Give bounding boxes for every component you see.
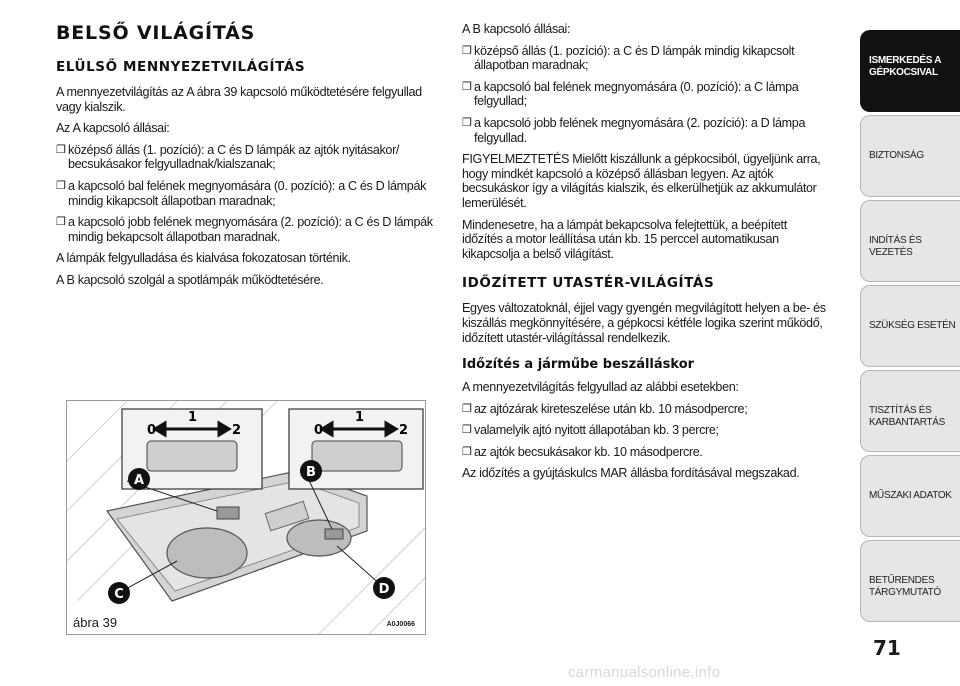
svg-text:C: C <box>114 587 124 602</box>
paragraph: A mennyezetvilágítás az A ábra 39 kapcsoló működtetésére felgyullad vagy kialszik. <box>56 85 422 114</box>
checkbox-bullet-icon: ❒ <box>56 179 66 192</box>
pos2-label-a: 2 <box>232 423 242 438</box>
section-heading: IDŐZÍTETT UTASTÉR-VILÁGÍTÁS <box>462 275 715 292</box>
list-item: ❒ valamelyik ajtó nyitott állapotában kb. 3 percre; <box>462 423 719 438</box>
list-item: ❒ a kapcsoló bal felének megnyomására (0. pozíció): a C lámpa felgyullad; <box>462 79 799 109</box>
svg-text:D: D <box>378 582 390 597</box>
pos0-label-b: 0 <box>314 423 324 438</box>
pos2-label-b: 2 <box>399 423 409 438</box>
paragraph: A B kapcsoló állásai: <box>462 22 571 36</box>
list-item: ❒ középső állás (1. pozíció): a C és D lámpák az ajtók nyitásakor/ becsukásakor felgyulladnak/kialszanak; <box>56 142 400 172</box>
tab-szukseg-eseten[interactable]: SZÜKSÉG ESETÉN <box>860 285 960 367</box>
checkbox-bullet-icon: ❒ <box>462 116 472 129</box>
svg-text:A: A <box>133 473 145 488</box>
paragraph: Mindenesetre, ha a lámpát bekapcsolva felejtettük, a beépített időzítés a motor leállítása után kb. 15 perccel automatikusan kikapcsolja a belső világítást. <box>462 217 787 261</box>
paragraph: Az időzítés a gyújtáskulcs MAR állásba fordításával megszakad. <box>462 466 800 481</box>
checkbox-bullet-icon: ❒ <box>462 80 472 93</box>
tab-ismerkedes[interactable]: ISMERKEDÉS A GÉPKOCSIVAL <box>860 30 960 112</box>
paragraph: Az A kapcsoló állásai: <box>56 121 170 136</box>
ceiling-light-illustration <box>67 401 426 635</box>
paragraph: A B kapcsoló szolgál a spotlámpák működtetésére. <box>56 272 324 287</box>
tab-muszaki-adatok[interactable]: MŰSZAKI ADATOK <box>860 455 960 537</box>
switch-b <box>325 529 343 539</box>
checkbox-bullet-icon: ❒ <box>462 44 472 57</box>
page-number: 71 <box>873 636 901 660</box>
tab-biztonsag[interactable]: BIZTONSÁG <box>860 115 960 197</box>
watermark: carmanualsonline.info <box>568 664 721 681</box>
left-column <box>56 22 448 295</box>
subsection-heading: Időzítés a járműbe beszálláskor <box>462 357 695 373</box>
tab-tisztitas-es-karbantartas[interactable]: TISZTÍTÁS ÉS KARBANTARTÁS <box>860 370 960 452</box>
section-subtitle: ELÜLSŐ MENNYEZETVILÁGÍTÁS <box>56 59 306 75</box>
list-item: ❒ az ajtók becsukásakor kb. 10 másodpercre. <box>462 444 703 459</box>
section-title: BELSŐ VILÁGÍTÁS <box>56 22 256 44</box>
list-item: ❒ a kapcsoló bal felének megnyomására (0. pozíció): a C és D lámpák mindig kikapcsolt állapotban maradnak; <box>56 178 427 208</box>
checkbox-bullet-icon: ❒ <box>56 216 66 229</box>
list-item: ❒ a kapcsoló jobb felének megnyomására (2. pozíció): a C és D lámpák mindig bekapcsolt állapotban maradnak. <box>56 215 433 244</box>
warning-paragraph: FIGYELMEZTETÉS Mielőtt kiszállunk a gépkocsiból, ügyeljünk arra, hogy mindkét kapcsoló a középső állásban legyen. Az ajtók becsukáskor így a világítás kialszik, és elkerülhetjük az akkumulátor lemerülését. <box>462 152 821 210</box>
checkbox-bullet-icon: ❒ <box>462 424 472 437</box>
figure-caption: ábra 39 <box>73 615 118 630</box>
figure-39 <box>66 400 426 635</box>
lamp-c <box>167 528 247 578</box>
checkbox-bullet-icon: ❒ <box>462 402 472 415</box>
tab-inditas-es-vezetes[interactable]: INDÍTÁS ÉS VEZETÉS <box>860 200 960 282</box>
paragraph: A mennyezetvilágítás felgyullad az alábbi esetekben: <box>462 380 739 395</box>
paragraph: Egyes változatoknál, éjjel vagy gyengén megvilágított helyen a be- és kiszállás megkönnyítésére, a gépkocsi kétféle logika szerint működő, időzített utastér-világítással rendelkezik. <box>462 301 826 345</box>
list-item: ❒ középső állás (1. pozíció): a C és D lámpák mindig kikapcsolt állapotban maradnak; <box>462 43 795 73</box>
pos0-label-a: 0 <box>147 423 157 438</box>
list-item: ❒ a kapcsoló jobb felének megnyomására (2. pozíció): a D lámpa felgyullad. <box>462 115 806 145</box>
middle-column <box>462 22 830 488</box>
figure-code: A0J0066 <box>386 621 415 628</box>
svg-text:B: B <box>306 465 316 480</box>
pos1-label-b: 1 <box>355 410 365 425</box>
list-item: ❒ az ajtózárak kireteszelése után kb. 10 másodpercre; <box>462 401 748 416</box>
checkbox-bullet-icon: ❒ <box>462 445 472 458</box>
paragraph: A lámpák felgyulladása és kialvása fokozatosan történik. <box>56 251 351 266</box>
checkbox-bullet-icon: ❒ <box>56 143 66 156</box>
tab-betures-targymutato[interactable]: BETŰRENDES TÁRGYMUTATÓ <box>860 540 960 622</box>
pos1-label-a: 1 <box>188 410 198 425</box>
switch-a <box>217 507 239 519</box>
